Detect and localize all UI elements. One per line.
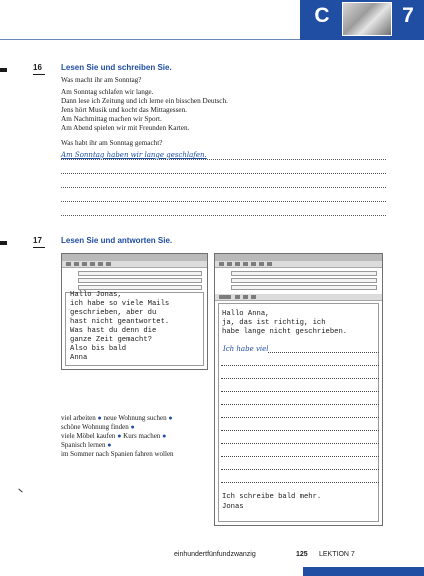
answer-line[interactable] (61, 201, 386, 202)
underline-icon[interactable] (251, 295, 256, 299)
mail-answer-line[interactable] (221, 443, 379, 444)
exercise-17-example-answer: Ich habe viel (223, 345, 269, 353)
margin-marker (0, 68, 7, 72)
mail-anna-line: ich habe so viele Mails (70, 300, 170, 308)
bullet-icon: ● (107, 441, 112, 449)
answer-line[interactable] (61, 187, 386, 188)
mail-anna-line: Was hast du denn die (70, 327, 157, 335)
exercise-16-prompt: Was habt ihr am Sonntag gemacht? (61, 139, 163, 147)
footer-lesson: LEKTION 7 (319, 551, 355, 558)
unit-number: 7 (402, 4, 414, 27)
stray-mark (18, 489, 22, 493)
mail-answer-line[interactable] (221, 378, 379, 379)
mail-to-field[interactable] (78, 271, 202, 276)
exercise-17-title: Lesen Sie und antworten Sie. (61, 236, 173, 245)
phrase-line (61, 414, 173, 422)
mail-jonas-line: Hallo Anna, (222, 310, 270, 318)
window-titlebar (215, 254, 382, 261)
phrase: neue Wohnung suchen (103, 414, 167, 422)
toolbar-icon (251, 262, 256, 266)
mail-jonas-closing: Ich schreibe bald mehr. (222, 493, 322, 501)
exercise-16-example-answer: Am Sonntag haben wir lange geschlafen. (61, 151, 207, 159)
exercise-16-text-line: Am Abend spielen wir mit Freunden Karten. (61, 124, 190, 132)
footer-page-words: einhundertfünfundzwanzig (174, 551, 256, 558)
toolbar-icon (66, 262, 71, 266)
unit-letter: C (314, 4, 330, 27)
toolbar-icon (235, 262, 240, 266)
toolbar-icon (74, 262, 79, 266)
mail-subject-field[interactable] (78, 285, 202, 290)
email-window-jonas (214, 253, 383, 526)
mail-answer-line[interactable] (221, 469, 379, 470)
mail-anna-line: Also bis bald (70, 345, 127, 353)
answer-line[interactable] (61, 159, 386, 160)
toolbar-icon (227, 262, 232, 266)
toolbar-icon (267, 262, 272, 266)
margin-marker (0, 241, 7, 245)
mail-window-toolbar (62, 261, 207, 268)
exercise-17-number: 17 (33, 236, 42, 245)
toolbar-icon (90, 262, 95, 266)
exercise-16-text-line: Dann lese ich Zeitung und ich lerne ein bisschen Deutsch. (61, 97, 228, 105)
toolbar-icon (98, 262, 103, 266)
phrase: viel arbeiten (61, 414, 96, 422)
exercise-16-title: Lesen Sie und schreiben Sie. (61, 63, 172, 72)
mail-cc-field[interactable] (78, 278, 202, 283)
toolbar-icon (106, 262, 111, 266)
mail-answer-line[interactable] (268, 352, 379, 353)
mail-jonas-signature: Jonas (222, 503, 244, 511)
mail-anna-line: Hallo Jonas, (70, 291, 122, 299)
mail-jonas-line: habe lange nicht geschrieben. (222, 328, 348, 336)
exercise-16-text-line: Jens hört Musik und kocht das Mittagessen. (61, 106, 187, 114)
bold-icon[interactable] (235, 295, 240, 299)
phrase-line (61, 432, 166, 440)
window-titlebar (62, 254, 207, 261)
mail-to-field[interactable] (231, 271, 377, 276)
mail-answer-line[interactable] (221, 404, 379, 405)
exercise-16-text-line: Am Nachmittag machen wir Sport. (61, 115, 162, 123)
phrase: schöne Wohnung finden (61, 423, 129, 431)
toolbar-icon (243, 262, 248, 266)
mail-answer-line[interactable] (221, 456, 379, 457)
font-select-icon[interactable] (219, 295, 231, 299)
exercise-16-number-underline (33, 74, 45, 75)
mail-answer-line[interactable] (221, 365, 379, 366)
mail-anna-line: ganze Zeit gemacht? (70, 336, 152, 344)
mail-answer-line[interactable] (221, 391, 379, 392)
mail-anna-line: hast nicht geantwortet. (70, 318, 170, 326)
format-toolbar (215, 294, 382, 301)
mail-window-toolbar (215, 261, 382, 268)
exercise-16-question: Was macht ihr am Sonntag? (61, 76, 142, 84)
mail-answer-line[interactable] (221, 482, 379, 483)
toolbar-icon (219, 262, 224, 266)
mail-jonas-line: ja, das ist richtig, ich (222, 319, 326, 327)
bullet-icon: ● (130, 423, 135, 431)
phrase-line (61, 450, 174, 458)
bullet-icon: ● (168, 414, 173, 422)
exercise-16-number: 16 (33, 63, 42, 72)
toolbar-icon (259, 262, 264, 266)
phrase: Spanisch lernen (61, 441, 106, 449)
phrase: Kurs machen (123, 432, 161, 440)
bullet-icon: ● (97, 414, 102, 422)
mail-answer-line[interactable] (221, 430, 379, 431)
phrase-line (61, 441, 112, 449)
mail-cc-field[interactable] (231, 278, 377, 283)
bullet-icon: ● (117, 432, 122, 440)
phrase: im Sommer nach Spanien fahren wollen (61, 450, 174, 458)
footer-page-number: 125 (296, 551, 308, 558)
unit-photo (342, 2, 392, 36)
footer-bar (303, 567, 424, 576)
mail-answer-line[interactable] (221, 417, 379, 418)
phrase: viele Möbel kaufen (61, 432, 116, 440)
toolbar-icon (82, 262, 87, 266)
italic-icon[interactable] (243, 295, 248, 299)
mail-subject-field[interactable] (231, 285, 377, 290)
phrase-line (61, 423, 135, 431)
bullet-icon: ● (162, 432, 167, 440)
exercise-17-number-underline (33, 247, 45, 248)
mail-anna-line: geschrieben, aber du (70, 309, 157, 317)
mail-anna-line: Anna (70, 354, 88, 362)
answer-line[interactable] (61, 173, 386, 174)
exercise-16-text-line: Am Sonntag schlafen wir lange. (61, 88, 154, 96)
answer-line[interactable] (61, 215, 386, 216)
